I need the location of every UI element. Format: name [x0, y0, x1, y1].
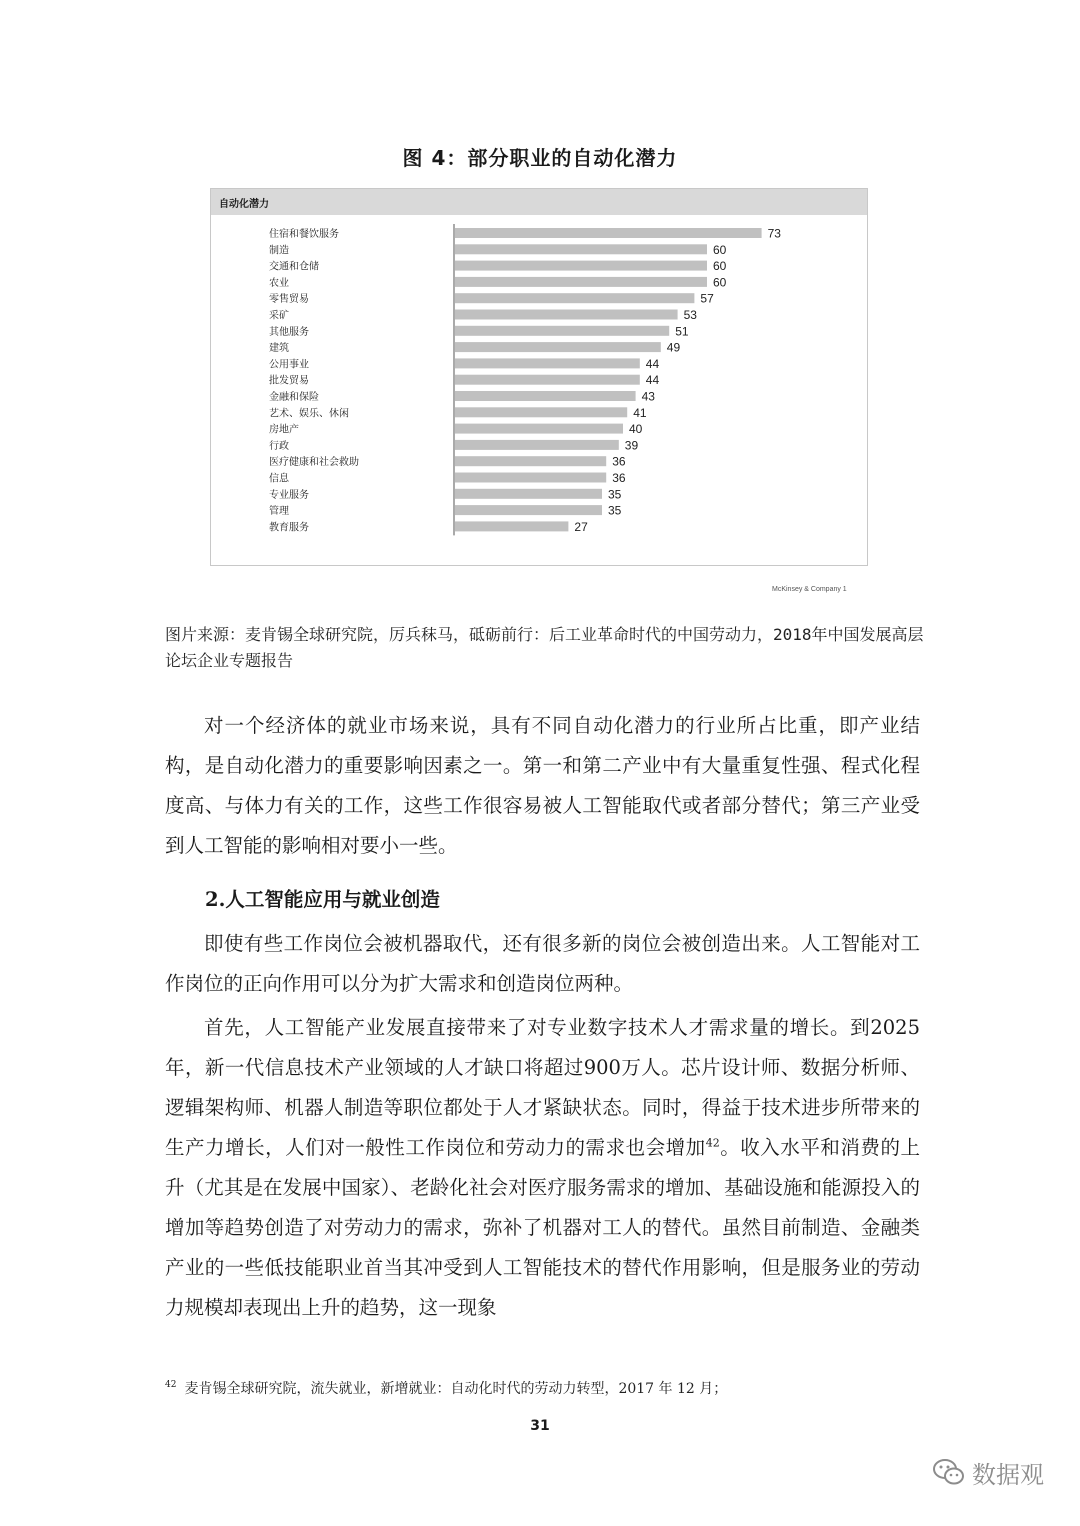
- category-label: 信息: [269, 473, 289, 485]
- bar: [455, 489, 602, 499]
- paragraph-2-text: 即使有些工作岗位会被机器取代，还有很多新的岗位会被创造出来。人工智能对工作岗位的正向作用可以分为扩大需求和创造岗位两种。: [165, 932, 920, 995]
- bar-chart: [211, 189, 867, 565]
- category-label: 其他服务: [269, 326, 309, 338]
- paragraph-1-text: 对一个经济体的就业市场来说，具有不同自动化潜力的行业所占比重，即产业结构，是自动化潜力的重要影响因素之一。第一和第二产业中有大量重复性强、程式化程度高、与体力有关的工作，这些工作很容易被人工智能取代或者部分替代；第三产业受到人工智能的影响相对要小一些。: [165, 714, 920, 857]
- bar-value-label: 35: [608, 487, 622, 502]
- category-label: 住宿和餐饮服务: [269, 229, 339, 240]
- bar-value-label: 39: [624, 438, 639, 453]
- bar-value-label: 36: [612, 471, 626, 485]
- footnote-ref[interactable]: 42: [705, 1136, 720, 1150]
- paragraph-3: [165, 1008, 920, 1328]
- category-label: 金融和保险: [269, 392, 319, 403]
- section-heading: 2.人工智能应用与就业创造: [205, 888, 440, 911]
- bar-value-label: 35: [608, 503, 622, 518]
- category-label: 管理: [269, 506, 289, 518]
- bar: [455, 521, 568, 531]
- bar: [455, 228, 762, 238]
- category-label: 零售贸易: [269, 294, 309, 306]
- bar: [455, 342, 661, 352]
- figure-title: 图 4：部分职业的自动化潜力: [402, 146, 678, 170]
- bar-value-label: 51: [675, 324, 689, 339]
- bar: [455, 473, 606, 483]
- chart-container: [210, 188, 868, 566]
- bar: [455, 277, 707, 287]
- category-label: 批发贸易: [269, 375, 309, 387]
- category-label: 公用事业: [269, 359, 309, 371]
- bar: [455, 407, 627, 417]
- paragraph-3-text: [165, 1008, 920, 1328]
- bar: [455, 440, 619, 450]
- bar-value-label: 36: [612, 454, 626, 469]
- bar-value-label: 57: [700, 291, 714, 306]
- bar-value-label: 49: [666, 340, 681, 355]
- bar: [455, 424, 623, 434]
- chart-header-label: 自动化潜力: [219, 199, 269, 210]
- paragraph-3-part-b: 。收入水平和消费的上升（尤其是在发展中国家）、老龄化社会对医疗服务需求的增加、基础设施和能源投入的增加等趋势创造了对劳动力的需求，弥补了机器对工人的替代。虽然目前制造、金融类产业的一些低技能职业首当其冲受到人工智能技术的替代作用影响，但是服务业的劳动力规模却表现出上升的趋势，这一现象: [165, 1136, 920, 1319]
- footnote-number: 42: [165, 1380, 177, 1391]
- watermark-text: 数据观: [972, 1460, 1044, 1489]
- figure-source: 图片来源：麦肯锡全球研究院，厉兵秣马，砥砺前行：后工业革命时代的中国劳动力，2018年中国发展高层论坛企业专题报告: [165, 625, 924, 670]
- category-label: 农业: [269, 277, 289, 289]
- bar: [455, 310, 678, 320]
- category-label: 采矿: [269, 310, 289, 322]
- bar: [455, 456, 606, 466]
- paragraph-3-part-a: 首先，人工智能产业发展直接带来了对专业数字技术人才需求量的增长。到2025年，新一代信息技术产业领域的人才缺口将超过900万人。芯片设计师、数据分析师、逻辑架构师、机器人制造等职位都处于人才紧缺状态。同时，得益于技术进步所带来的生产力增长，人们对一般性工作岗位和劳动力的需求也会增加: [165, 1016, 920, 1159]
- bar-value-label: 44: [645, 356, 660, 371]
- bar: [455, 358, 640, 368]
- bar-value-label: 73: [767, 226, 781, 241]
- page-number: 31: [530, 1418, 550, 1434]
- bar-value-label: 53: [683, 308, 697, 322]
- chart-credit: McKinsey & Company 1: [772, 586, 847, 593]
- paragraph-2: [165, 924, 920, 1004]
- bar: [455, 326, 669, 336]
- category-label: 专业服务: [269, 489, 309, 501]
- category-label: 医疗健康和社会救助: [269, 457, 359, 469]
- bar-value-label: 41: [633, 405, 647, 420]
- bar: [455, 244, 707, 254]
- category-label: 建筑: [269, 343, 289, 355]
- category-label: 交通和仓储: [269, 261, 319, 273]
- category-label: 房地产: [269, 424, 299, 436]
- footnote-text: 麦肯锡全球研究院，流失就业，新增就业：自动化时代的劳动力转型，2017 年 12 月；: [184, 1381, 728, 1397]
- bar: [455, 261, 707, 271]
- category-label: 制造: [269, 245, 289, 257]
- bar-value-label: 40: [629, 422, 643, 437]
- bar-value-label: 60: [713, 275, 727, 290]
- bar: [455, 293, 694, 303]
- bar-value-label: 60: [713, 242, 727, 257]
- footnote: [165, 1378, 727, 1398]
- category-label: 艺术、娱乐、休闲: [269, 408, 349, 420]
- bar: [455, 391, 636, 401]
- category-label: 教育服务: [269, 522, 309, 534]
- category-label: 行政: [269, 440, 289, 452]
- bar-value-label: 44: [645, 373, 660, 388]
- bar-value-label: 27: [574, 519, 588, 534]
- paragraph-1: [165, 706, 920, 866]
- bar-value-label: 43: [641, 389, 655, 404]
- bar-value-label: 60: [713, 259, 727, 274]
- wechat-icon: [932, 1457, 966, 1487]
- bar: [455, 505, 602, 515]
- bar: [455, 375, 640, 385]
- watermark: [932, 1452, 1044, 1492]
